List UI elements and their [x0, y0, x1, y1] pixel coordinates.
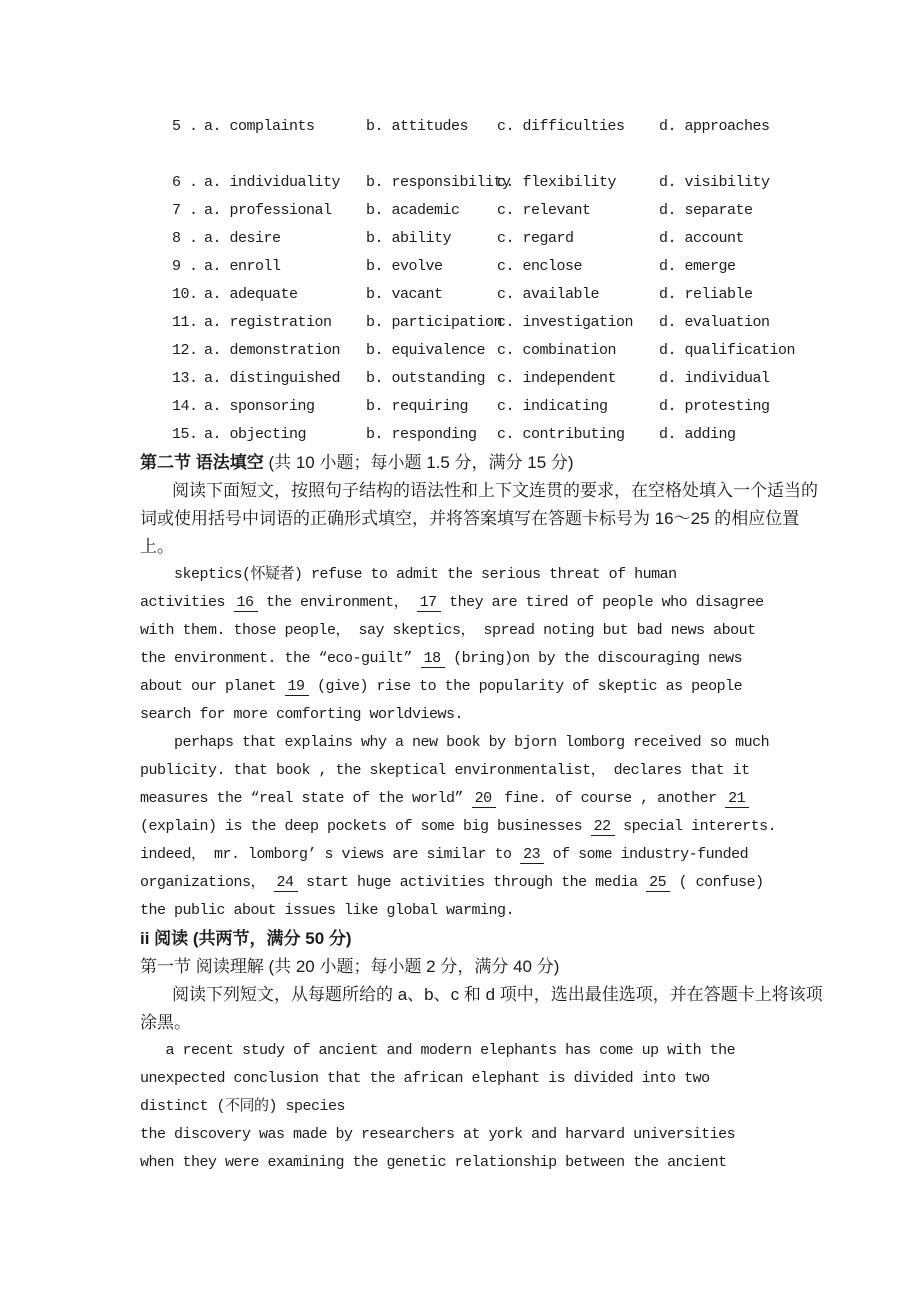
- option-a: a. registration: [204, 314, 332, 331]
- option-c: c. difficulties: [497, 118, 625, 135]
- option-a: a. enroll: [204, 258, 281, 275]
- option-b: b. ability: [366, 230, 452, 247]
- blank-25: 25: [646, 874, 670, 892]
- passage-line: skeptics(怀疑者) refuse to admit the serious threat of human: [140, 566, 677, 583]
- question-row-7: [140, 197, 824, 225]
- option-a: a. distinguished: [204, 370, 341, 387]
- option-b: b. responding: [366, 426, 477, 443]
- option-b: b. responsibility: [366, 174, 511, 191]
- option-c: c. relevant: [497, 202, 591, 219]
- passage-line: a recent study of ancient and modern elephants has come up with the: [140, 1042, 736, 1059]
- question-row-9: [140, 253, 824, 281]
- question-number: 12.: [172, 342, 198, 359]
- cloze-options-list: [140, 113, 824, 449]
- grammar-section-meta: (共 10 小题；每小题 1.5 分，满分 15 分): [263, 453, 574, 472]
- blank-16: 16: [234, 594, 258, 612]
- question-row-11: [140, 309, 824, 337]
- passage-line: (explain) is the deep pockets of some big businesses 22 special intererts.: [140, 818, 777, 835]
- option-a: a. adequate: [204, 286, 298, 303]
- blank-19: 19: [285, 678, 309, 696]
- option-a: a. desire: [204, 230, 281, 247]
- option-d: d. protesting: [659, 398, 770, 415]
- question-row-14: [140, 393, 824, 421]
- option-d: d. evaluation: [659, 314, 770, 331]
- passage-line: the public about issues like global warming.: [140, 902, 515, 919]
- option-c: c. available: [497, 286, 600, 303]
- option-b: b. requiring: [366, 398, 469, 415]
- passage-line: perhaps that explains why a new book by bjorn lomborg received so much: [140, 734, 770, 751]
- passage-line: indeed， mr. lomborg’ s views are similar to 23 of some industry-funded: [140, 846, 749, 863]
- question-number: 5 .: [172, 118, 198, 135]
- option-c: c. enclose: [497, 258, 583, 275]
- option-d: d. qualification: [659, 342, 796, 359]
- passage-line: the discovery was made by researchers at york and harvard universities: [140, 1126, 736, 1143]
- passage-line: distinct (不同的) species: [140, 1098, 346, 1115]
- reading-passage: [140, 1037, 824, 1177]
- passage-line: unexpected conclusion that the african elephant is divided into two: [140, 1070, 710, 1087]
- question-number: 13.: [172, 370, 198, 387]
- option-a: a. individuality: [204, 174, 341, 191]
- option-d: d. individual: [659, 370, 770, 387]
- blank-23: 23: [520, 846, 544, 864]
- passage-line: the environment. the “eco-guilt” 18 (bring)on by the discouraging news: [140, 650, 743, 667]
- reading-part-title: ii 阅读 (共两节，满分 50 分): [140, 929, 352, 948]
- question-row-15: [140, 421, 824, 449]
- option-a: a. complaints: [204, 118, 315, 135]
- option-d: d. emerge: [659, 258, 736, 275]
- passage-line: about our planet 19 (give) rise to the popularity of skeptic as people: [140, 678, 743, 695]
- option-b: b. vacant: [366, 286, 443, 303]
- grammar-instructions: 阅读下面短文，按照句子结构的语法性和上下文连贯的要求，在空格处填入一个适当的词或使用括号中词语的正确形式填空，并将答案填写在答题卡标号为 16～25 的相应位置上。: [140, 481, 818, 556]
- option-a: a. sponsoring: [204, 398, 315, 415]
- reading-section-title: 第一节 阅读理解 (共 20 小题；每小题 2 分，满分 40 分): [140, 957, 560, 976]
- option-c: c. regard: [497, 230, 574, 247]
- blank-21: 21: [725, 790, 749, 808]
- option-c: c. investigation: [497, 314, 634, 331]
- question-number: 14.: [172, 398, 198, 415]
- question-row-10: [140, 281, 824, 309]
- option-a: a. professional: [204, 202, 332, 219]
- question-row-5: [140, 113, 824, 141]
- question-number: 7 .: [172, 202, 198, 219]
- passage-line: when they were examining the genetic relationship between the ancient: [140, 1154, 727, 1171]
- blank-24: 24: [274, 874, 298, 892]
- question-number: 9 .: [172, 258, 198, 275]
- option-b: b. equivalence: [366, 342, 486, 359]
- question-row-8: [140, 225, 824, 253]
- option-d: d. separate: [659, 202, 753, 219]
- option-b: b. outstanding: [366, 370, 486, 387]
- question-row-13: [140, 365, 824, 393]
- grammar-section-title: 第二节 语法填空: [140, 453, 264, 472]
- blank-22: 22: [591, 818, 615, 836]
- question-number: 10.: [172, 286, 198, 303]
- passage-line: search for more comforting worldviews.: [140, 706, 464, 723]
- option-c: c. contributing: [497, 426, 625, 443]
- blank-20: 20: [472, 790, 496, 808]
- option-c: c. independent: [497, 370, 617, 387]
- question-number: 11.: [172, 314, 198, 331]
- option-a: a. demonstration: [204, 342, 341, 359]
- question-number: 8 .: [172, 230, 198, 247]
- blank-18: 18: [421, 650, 445, 668]
- reading-instructions: 阅读下列短文，从每题所给的 a、b、c 和 d 项中，选出最佳选项，并在答题卡上将该项涂黑。: [140, 985, 823, 1032]
- blank-17: 17: [417, 594, 441, 612]
- option-d: d. adding: [659, 426, 736, 443]
- option-b: b. participation: [366, 314, 503, 331]
- grammar-passage-para2: [140, 729, 824, 925]
- passage-line: with them. those people， say skeptics， spread noting but bad news about: [140, 622, 756, 639]
- passage-line: publicity. that book , the skeptical environmentalist， declares that it: [140, 762, 750, 779]
- option-c: c. combination: [497, 342, 617, 359]
- option-b: b. attitudes: [366, 118, 469, 135]
- option-d: d. account: [659, 230, 745, 247]
- grammar-passage-para1: [140, 561, 824, 729]
- option-b: b. academic: [366, 202, 460, 219]
- option-c: c. flexibility: [497, 174, 617, 191]
- option-d: d. reliable: [659, 286, 753, 303]
- grammar-section-header: [140, 449, 824, 477]
- passage-line: activities 16 the environment， 17 they are tired of people who disagree: [140, 594, 764, 611]
- question-number: 6 .: [172, 174, 198, 191]
- option-d: d. approaches: [659, 118, 770, 135]
- question-number: 15.: [172, 426, 198, 443]
- option-c: c. indicating: [497, 398, 608, 415]
- option-d: d. visibility: [659, 174, 770, 191]
- question-row-6: [140, 169, 824, 197]
- passage-line: organizations， 24 start huge activities through the media 25 ( confuse): [140, 874, 764, 891]
- option-b: b. evolve: [366, 258, 443, 275]
- question-row-12: [140, 337, 824, 365]
- option-a: a. objecting: [204, 426, 307, 443]
- passage-line: measures the “real state of the world” 20 fine. of course , another 21: [140, 785, 824, 813]
